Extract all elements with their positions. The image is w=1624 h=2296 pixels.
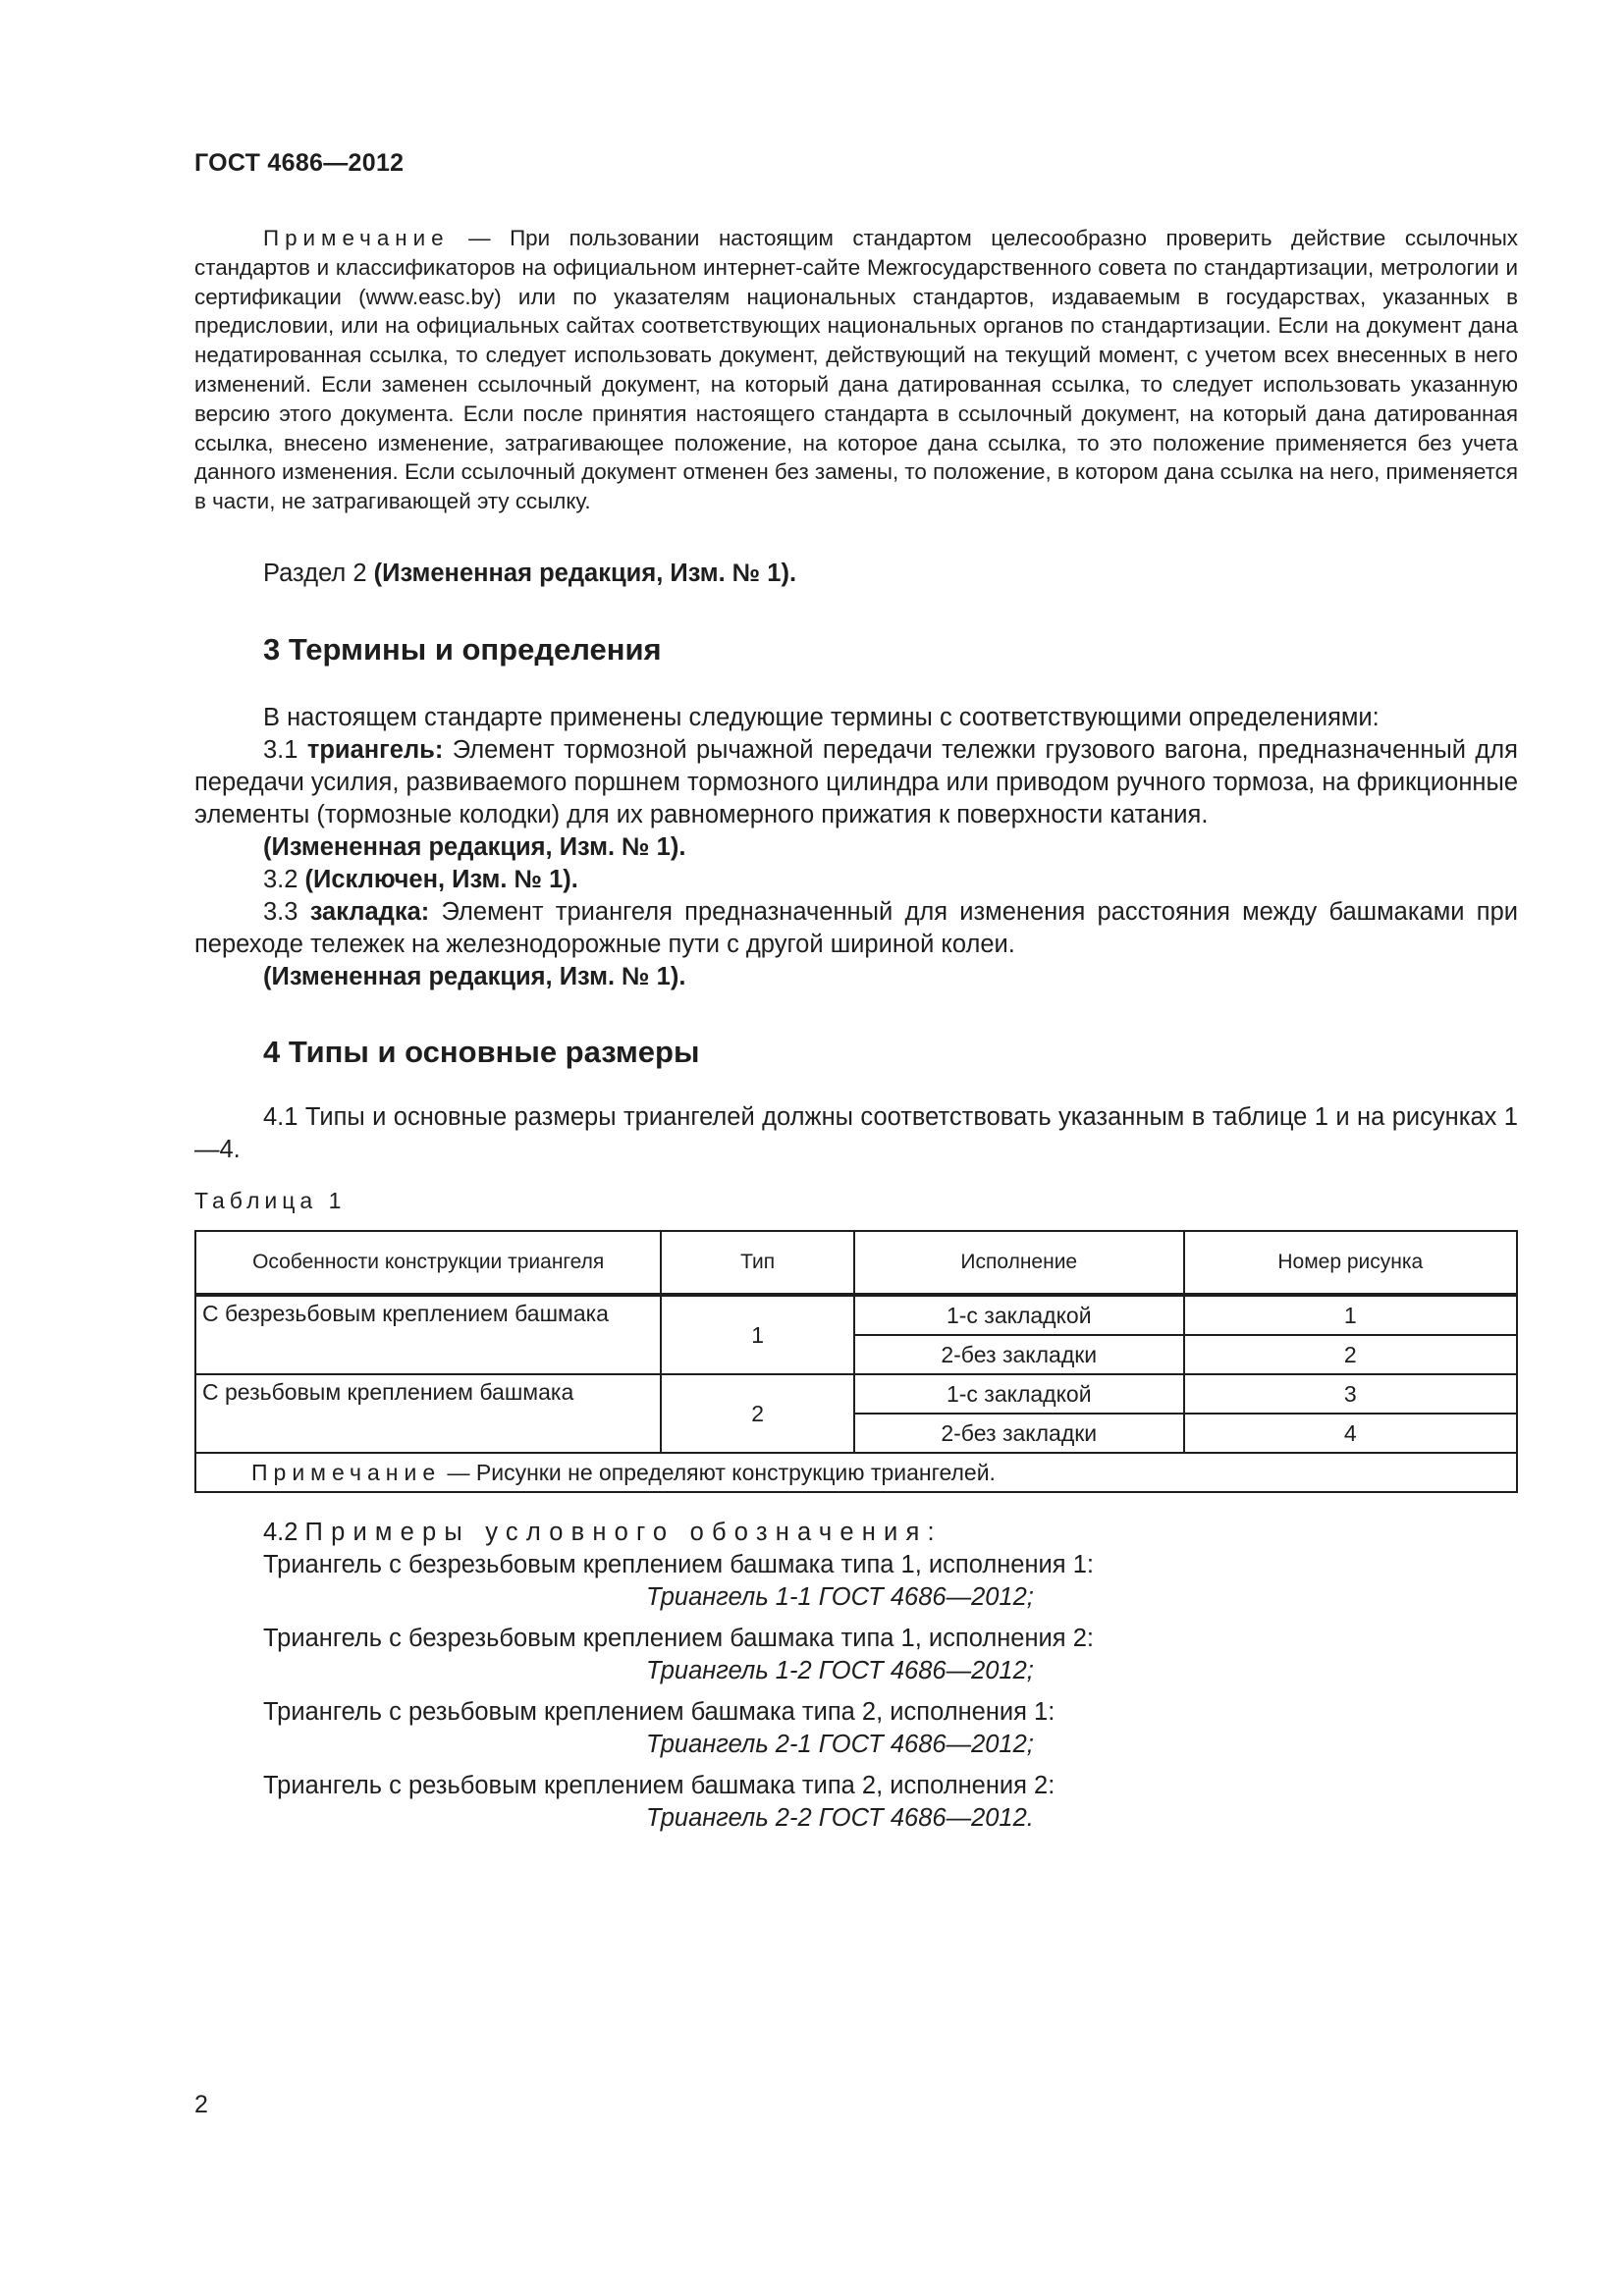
col-header-type: Тип [661,1231,854,1295]
section2-edit-prefix: Раздел 2 [263,560,374,587]
variant-cell: 1-с закладкой [854,1374,1184,1414]
example-code: Триангель 2-2 ГОСТ 4686—2012. [646,1804,1034,1832]
section3 [194,632,1518,993]
term-3-1-edit: (Измененная редакция, Изм. № 1). [263,833,686,861]
term-3-3-term: закладка: [309,898,430,926]
term-3-1-term: триангель: [306,736,444,764]
example-title: Триангель с резьбовым креплением башмака типа 2, исполнения 2: [263,1772,1056,1799]
term-3-3 [194,896,1518,961]
examples-head-text: Примеры условного обозначения: [304,1519,943,1546]
example-code: Триангель 1-2 ГОСТ 4686—2012; [646,1657,1034,1684]
references-note [194,224,1518,516]
table-note-row [195,1453,1517,1492]
section2-edit-line [194,558,1518,590]
examples-heading [194,1517,1518,1549]
example-title: Триангель с безрезьбовым креплением башмака типа 1, исполнения 1: [263,1551,1094,1578]
example-title: Триангель с резьбовым креплением башмака типа 2, исполнения 1: [263,1698,1056,1726]
col-header-features: Особенности конструкции триангеля [195,1231,661,1295]
col-header-figure: Номер рисунка [1184,1231,1517,1295]
term-3-2-text: (Исключен, Изм. № 1). [304,866,578,893]
variant-cell: 2-без закладки [854,1414,1184,1453]
term-3-2-num: 3.2 [263,866,305,893]
table-note [195,1453,1517,1492]
term-3-1-text: Элемент тормозной рычажной передачи тележки грузового вагона, предназначенный для передачи усилия, развиваемого поршнем тормозного цилиндра или приводом ручного тормоза, на фрикционные элементы (тормозные колодки) для их равномерного прижатия к поверхности катания. [194,736,1518,828]
document-code-header: ГОСТ 4686—2012 [194,149,405,177]
section2-edit-bold: (Измененная редакция, Изм. № 1). [373,560,797,587]
feature-cell: С резьбовым креплением башмака [195,1374,661,1453]
examples-num: 4.2 [263,1519,305,1546]
type-cell: 1 [661,1295,854,1374]
table-note-label: Примечание [251,1459,442,1485]
figure-cell: 3 [1184,1374,1517,1414]
term-3-1-num: 3.1 [263,736,307,764]
section4-p1: 4.1 Типы и основные размеры триангелей должны соответствовать указанным в таблице 1 и на рисунках 1—4. [194,1103,1518,1163]
section4-title: 4 Типы и основные размеры [263,1035,700,1069]
section4 [194,1035,1518,1843]
table-row [195,1295,1517,1335]
col-header-variant: Исполнение [854,1231,1184,1295]
example-code: Триангель 1-1 ГОСТ 4686—2012; [646,1583,1034,1611]
term-3-3-edit: (Измененная редакция, Изм. № 1). [263,963,686,990]
note-label: Примечание [263,226,450,250]
example-code: Триангель 2-1 ГОСТ 4686—2012; [646,1731,1034,1758]
table-header-row [195,1231,1517,1295]
table-row [195,1374,1517,1414]
examples-list [194,1549,1518,1835]
term-3-3-text: Элемент триангеля предназначенный для изменения расстояния между башмаками при переходе тележек на железнодорожные пути с другой шириной колеи. [194,898,1518,958]
types-table [194,1230,1518,1493]
figure-cell: 4 [1184,1414,1517,1453]
note-text: — При пользовании настоящим стандартом целесообразно проверить действие ссылочных стандартов и классификаторов на официальном интернет-сайте Межгосударственного совета по стандартизации, метрологии и сертификации (www.easc.by) или по указателям национальных стандартов, издаваемым в государствах, указанных в предисловии, или на официальных сайтах соответствующих национальных органов по стандартизации. Если на документ дана недатированная ссылка, то следует использовать документ, действующий на текущий момент, с учетом всех внесенных в него изменений. Если заменен ссылочный документ, на который дана датированная ссылка, то следует использовать указанную версию этого документа. Если после принятия настоящего стандарта в ссылочный документ, на который дана датированная ссылка, внесено изменение, затрагивающее положение, на которое дана ссылка, то это положение применяется без учета данного изменения. Если ссылочный документ отменен без замены, то положение, в котором дана ссылка на него, применяется в части, не затрагивающей эту ссылку. [194,226,1518,514]
section3-intro: В настоящем стандарте применены следующие термины с соответствующими определениями: [263,704,1380,731]
figure-cell: 1 [1184,1295,1517,1335]
feature-cell: С безрезьбовым креплением башмака [195,1295,661,1374]
page-number: 2 [194,2091,208,2118]
table-note-text: — Рисунки не определяют конструкцию триангелей. [441,1459,996,1485]
term-3-3-num: 3.3 [263,898,310,926]
section3-title: 3 Термины и определения [263,632,662,667]
table-caption: Таблица 1 [194,1188,347,1213]
variant-cell: 1-с закладкой [854,1295,1184,1335]
variant-cell: 2-без закладки [854,1335,1184,1374]
type-cell: 2 [661,1374,854,1453]
term-3-2 [194,864,1518,896]
term-3-1 [194,734,1518,831]
figure-cell: 2 [1184,1335,1517,1374]
example-title: Триангель с безрезьбовым креплением башмака типа 1, исполнения 2: [263,1625,1094,1652]
